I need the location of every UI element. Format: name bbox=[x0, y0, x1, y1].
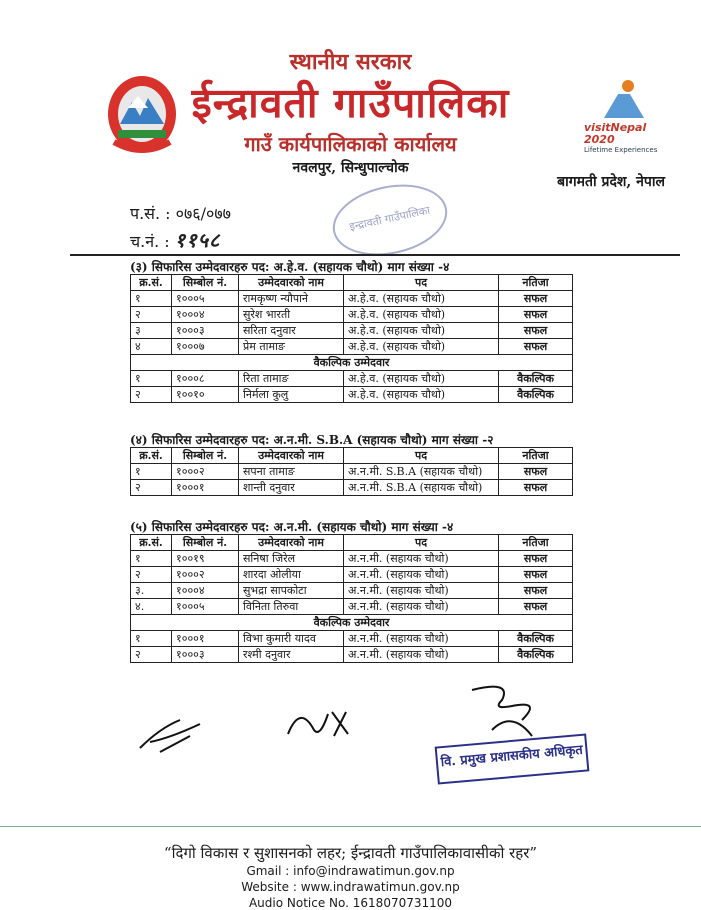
alternate-heading-row bbox=[131, 615, 573, 631]
dispatch-value: ११५८ bbox=[174, 228, 221, 252]
dispatch-label: च.नं. : bbox=[130, 232, 170, 251]
cell-symbol: १०००२ bbox=[172, 567, 239, 583]
table-row bbox=[131, 480, 573, 496]
header-name: उम्मेदवारको नाम bbox=[239, 448, 344, 464]
footer-website: Website : www.indrawatimun.gov.np bbox=[241, 880, 460, 894]
header-post: पद bbox=[344, 535, 499, 551]
header-sn: क्र.सं. bbox=[131, 448, 172, 464]
cell-post: अ.हे.व. (सहायक चौथो) bbox=[344, 291, 499, 307]
header-sn: क्र.सं. bbox=[131, 535, 172, 551]
cell-post: अ.न.मी. (सहायक चौथो) bbox=[344, 583, 499, 599]
province-label: बागमती प्रदेश, नेपाल bbox=[557, 174, 665, 190]
table-row bbox=[131, 647, 573, 663]
header-sn: क्र.सं. bbox=[131, 275, 172, 291]
header-symbol: सिम्बोल नं. bbox=[172, 275, 239, 291]
visit-nepal-sub: Lifetime Experiences bbox=[584, 146, 658, 154]
cell-name: विनिता तिरुवा bbox=[239, 599, 344, 615]
table-header-row bbox=[131, 535, 573, 551]
cell-post: अ.न.मी. (सहायक चौथो) bbox=[344, 631, 499, 647]
candidates-table bbox=[130, 274, 573, 403]
signature-middle bbox=[280, 694, 360, 744]
cell-post: अ.न.मी. (सहायक चौथो) bbox=[344, 551, 499, 567]
footer-motto: “दिगो विकास र सुशासनको लहर; ईन्द्रावती गाउँपालिकावासीको रहर” bbox=[163, 844, 538, 862]
table-row bbox=[131, 339, 573, 355]
cell-name: शारदा ओलीया bbox=[239, 567, 344, 583]
cell-result: वैकल्पिक bbox=[499, 387, 573, 403]
cell-result: सफल bbox=[499, 567, 573, 583]
cell-name: रिता तामाङ bbox=[239, 371, 344, 387]
cell-post: अ.न.मी. (सहायक चौथो) bbox=[344, 567, 499, 583]
cell-sn: ४. bbox=[131, 599, 172, 615]
table-row bbox=[131, 387, 573, 403]
fiscal-label: प.सं. : bbox=[130, 204, 171, 223]
cell-result: सफल bbox=[499, 551, 573, 567]
cell-sn: २ bbox=[131, 647, 172, 663]
cell-symbol: १०००५ bbox=[172, 599, 239, 615]
header-result: नतिजा bbox=[499, 535, 573, 551]
header-symbol: सिम्बोल नं. bbox=[172, 535, 239, 551]
visit-nepal-text: visitNepal 2020 bbox=[584, 121, 647, 146]
cell-post: अ.हे.व. (सहायक चौथो) bbox=[344, 339, 499, 355]
cell-sn: २ bbox=[131, 307, 172, 323]
header-divider bbox=[70, 254, 680, 256]
signature-right bbox=[452, 680, 562, 740]
cell-post: अ.न.मी. (सहायक चौथो) bbox=[344, 647, 499, 663]
table-row bbox=[131, 599, 573, 615]
cell-result: सफल bbox=[499, 480, 573, 496]
cell-name: सरिता दनुवार bbox=[239, 323, 344, 339]
table-header-row bbox=[131, 448, 573, 464]
cell-post: अ.हे.व. (सहायक चौथो) bbox=[344, 307, 499, 323]
cell-sn: ३. bbox=[131, 583, 172, 599]
header-name: उम्मेदवारको नाम bbox=[239, 275, 344, 291]
government-label: स्थानीय सरकार bbox=[289, 49, 412, 75]
footer-divider bbox=[0, 826, 701, 827]
cell-symbol: १००१० bbox=[172, 387, 239, 403]
cell-sn: २ bbox=[131, 480, 172, 496]
alternate-heading: वैकल्पिक उम्मेदवार bbox=[131, 355, 573, 371]
cell-symbol: १०००५ bbox=[172, 291, 239, 307]
office-title: गाउँ कार्यपालिकाको कार्यालय bbox=[244, 132, 457, 156]
table-row bbox=[131, 631, 573, 647]
cell-post: अ.हे.व. (सहायक चौथो) bbox=[344, 387, 499, 403]
cell-post: अ.न.मी. S.B.A (सहायक चौथो) bbox=[344, 464, 499, 480]
cell-result: वैकल्पिक bbox=[499, 647, 573, 663]
office-stamp bbox=[326, 175, 454, 266]
cell-result: वैकल्पिक bbox=[499, 631, 573, 647]
cell-result: सफल bbox=[499, 323, 573, 339]
cell-name: रामकृष्ण न्यौपाने bbox=[239, 291, 344, 307]
cell-post: अ.हे.व. (सहायक चौथो) bbox=[344, 371, 499, 387]
cell-name: सुभद्रा सापकोटा bbox=[239, 583, 344, 599]
fiscal-value: ०७६/०७७ bbox=[175, 204, 231, 223]
header-symbol: सिम्बोल नं. bbox=[172, 448, 239, 464]
cell-name: शान्ती दनुवार bbox=[239, 480, 344, 496]
header-post: पद bbox=[344, 275, 499, 291]
cell-name: सनिषा जिरेल bbox=[239, 551, 344, 567]
cell-name: विभा कुमारी यादव bbox=[239, 631, 344, 647]
cell-symbol: १०००१ bbox=[172, 631, 239, 647]
cell-symbol: १००१९ bbox=[172, 551, 239, 567]
cell-symbol: १०००४ bbox=[172, 583, 239, 599]
candidates-table bbox=[130, 447, 573, 496]
table-row bbox=[131, 323, 573, 339]
office-stamp-text: इन्द्रावती गाउँपालिका bbox=[348, 203, 432, 234]
cell-symbol: १०००३ bbox=[172, 323, 239, 339]
header-result: नतिजा bbox=[499, 275, 573, 291]
cell-post: अ.हे.व. (सहायक चौथो) bbox=[344, 323, 499, 339]
footer-audio-notice: Audio Notice No. 1618070731100 bbox=[248, 896, 453, 910]
alternate-heading-row bbox=[131, 355, 573, 371]
cell-sn: ३ bbox=[131, 323, 172, 339]
cell-symbol: १०००४ bbox=[172, 307, 239, 323]
cell-symbol: १०००२ bbox=[172, 464, 239, 480]
candidates-table bbox=[130, 534, 573, 663]
signature-left bbox=[130, 708, 220, 758]
cell-sn: १ bbox=[131, 371, 172, 387]
section-title: (४) सिफारिस उम्मेदवारहरु पद: अ.न.मी. S.B.A (सहायक चौथो) माग संख्या -२ bbox=[130, 433, 494, 447]
cell-sn: १ bbox=[131, 631, 172, 647]
municipality-title: ईन्द्रावती गाउँपालिका bbox=[191, 79, 510, 127]
cell-sn: १ bbox=[131, 464, 172, 480]
cell-sn: २ bbox=[131, 387, 172, 403]
office-address: नवलपुर, सिन्धुपाल्चोक bbox=[292, 160, 409, 176]
section-title: (५) सिफारिस उम्मेदवारहरु पद: अ.न.मी. (सहायक चौथो) माग संख्या -४ bbox=[130, 520, 454, 534]
table-row bbox=[131, 567, 573, 583]
footer-gmail: Gmail : info@indrawatimun.gov.np bbox=[246, 864, 455, 878]
cell-post: अ.न.मी. (सहायक चौथो) bbox=[344, 599, 499, 615]
cell-result: वैकल्पिक bbox=[499, 371, 573, 387]
cell-symbol: १०००३ bbox=[172, 647, 239, 663]
alternate-heading: वैकल्पिक उम्मेदवार bbox=[131, 615, 573, 631]
header-result: नतिजा bbox=[499, 448, 573, 464]
cell-symbol: १०००७ bbox=[172, 339, 239, 355]
cell-result: सफल bbox=[499, 307, 573, 323]
cell-result: सफल bbox=[499, 464, 573, 480]
table-row bbox=[131, 371, 573, 387]
officer-stamp: वि. प्रमुख प्रशासकीय अधिकृत bbox=[435, 733, 590, 784]
table-row bbox=[131, 307, 573, 323]
cell-name: सपना तामाङ bbox=[239, 464, 344, 480]
cell-result: सफल bbox=[499, 583, 573, 599]
cell-sn: २ bbox=[131, 567, 172, 583]
cell-sn: ४ bbox=[131, 339, 172, 355]
cell-name: प्रेम तामाङ bbox=[239, 339, 344, 355]
cell-result: सफल bbox=[499, 291, 573, 307]
header-post: पद bbox=[344, 448, 499, 464]
header-name: उम्मेदवारको नाम bbox=[239, 535, 344, 551]
section-title: (३) सिफारिस उम्मेदवारहरु पद: अ.हे.व. (सहायक चौथो) माग संख्या -४ bbox=[130, 260, 450, 274]
cell-post: अ.न.मी. S.B.A (सहायक चौथो) bbox=[344, 480, 499, 496]
cell-name: निर्मला कुलु bbox=[239, 387, 344, 403]
cell-symbol: १०००८ bbox=[172, 371, 239, 387]
cell-result: सफल bbox=[499, 599, 573, 615]
cell-name: रश्मी दनुवार bbox=[239, 647, 344, 663]
cell-name: सुरेश भारती bbox=[239, 307, 344, 323]
fiscal-year bbox=[130, 202, 231, 224]
table-row bbox=[131, 583, 573, 599]
table-row bbox=[131, 551, 573, 567]
table-header-row bbox=[131, 275, 573, 291]
dispatch-number bbox=[130, 226, 220, 253]
table-row bbox=[131, 464, 573, 480]
cell-sn: १ bbox=[131, 551, 172, 567]
cell-sn: १ bbox=[131, 291, 172, 307]
cell-symbol: १०००१ bbox=[172, 480, 239, 496]
table-row bbox=[131, 291, 573, 307]
cell-result: सफल bbox=[499, 339, 573, 355]
